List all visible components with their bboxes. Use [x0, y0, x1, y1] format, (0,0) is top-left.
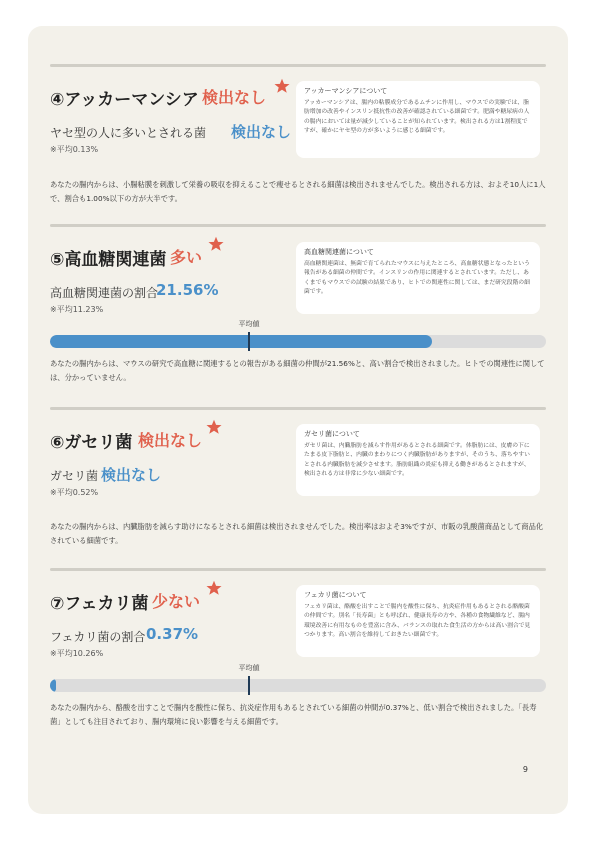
section-divider	[50, 224, 546, 227]
info-box	[296, 81, 540, 158]
section-title: ⑤高血糖関連菌	[50, 250, 167, 270]
result-description: あなたの腸内から、酪酸を出すことで腸内を酸性に保ち、抗炎症作用もあるとされている細菌の仲間が0.37%と、低い割合で検出されました。「長寿菌」としても注目されており、腸内環境に良い影響を与える細菌です。	[50, 703, 537, 726]
result-description: あなたの腸内からは、内臓脂肪を減らす助けになるとされる細菌は検出されませんでした。検出率はおよそ3%ですが、市販の乳酸菌商品として商品化されている細菌です。	[50, 522, 544, 545]
sub-label: ガセリ菌	[50, 469, 99, 483]
section-faecalibacterium	[50, 568, 546, 758]
page-card	[28, 26, 568, 814]
star-icon	[206, 580, 222, 596]
sub-value: 0.37%	[146, 625, 199, 643]
sub-value: 検出なし	[231, 123, 292, 141]
info-title: 高血糖関連菌について	[304, 248, 374, 256]
result-badge: 検出なし	[202, 88, 267, 107]
info-box	[296, 242, 540, 314]
section-akkermansia	[50, 64, 546, 229]
star-icon	[208, 236, 224, 252]
section-hyperglycemia	[50, 224, 546, 399]
info-body: フェカリ菌は、酪酸を出すことで腸内を酸性に保ち、抗炎症作用もあるとされる酪酸菌の仲間です。別名「長寿菌」とも呼ばれ、健康長寿の方や、各種の食物繊維など、腸内環境改善に有用なものを豊富に含み、バランスの取れた食生活の方からは高い割合で見つかります。高い割合を維持しておきたい細菌です。	[304, 603, 531, 639]
ratio-bar	[50, 679, 546, 692]
average-note: ※平均10.26%	[50, 649, 104, 658]
info-body: アッカーマンシアは、腸内の粘膜成分であるムチンに作用し、マウスでの実験では、脂肪増加の改善やインスリン抵抗性の改善が確認されている細菌です。肥満や糖尿病の人の腸内においては量が減少していることが知られています。検出される方は1割程度ですが、確かにヤセ型の方が多いように感じる細菌です。	[304, 99, 530, 135]
section-divider	[50, 568, 546, 571]
sub-label: 高血糖関連菌の割合	[50, 286, 159, 300]
average-note: ※平均0.52%	[50, 488, 99, 497]
sub-value: 検出なし	[101, 466, 162, 484]
section-title: ⑥ガセリ菌	[50, 433, 133, 453]
section-title: ⑦フェカリ菌	[50, 594, 149, 614]
info-box	[296, 585, 540, 657]
result-badge: 検出なし	[138, 431, 203, 450]
ratio-bar-fill	[50, 335, 432, 348]
info-title: アッカーマンシアについて	[304, 87, 388, 95]
sub-label: ヤセ型の人に多いとされる菌	[50, 126, 207, 140]
average-label: 平均値	[238, 664, 260, 672]
result-badge: 少ない	[152, 592, 201, 611]
star-icon	[206, 419, 222, 435]
ratio-bar	[50, 335, 546, 348]
sub-label: フェカリ菌の割合	[50, 630, 146, 644]
info-title: ガセリ菌について	[304, 430, 360, 438]
info-title: フェカリ菌について	[304, 591, 367, 599]
info-body: ガセリ菌は、内臓脂肪を減らす作用があるとされる細菌です。体脂肪には、皮膚の下にたまる皮下脂肪と、内臓のまわりにつく内臓脂肪がありますが、そのうち、落ちやすいとされる内臓脂肪を減少させます。脂肪組織の炎症も抑える働きがあるとされますが、検出される方は非常に少ない細菌です。	[304, 442, 530, 478]
average-label: 平均値	[238, 320, 260, 328]
sub-value: 21.56%	[156, 281, 219, 299]
star-icon	[274, 78, 290, 94]
average-note: ※平均0.13%	[50, 145, 99, 154]
average-marker	[248, 332, 250, 351]
average-note: ※平均11.23%	[50, 305, 104, 314]
section-title: ④アッカーマンシア	[50, 90, 199, 110]
result-description: あなたの腸内からは、小腸粘膜を刺激して栄養の吸収を抑えることで痩せるとされる細菌は検出されませんでした。検出される方は、およそ10人に1人で、割合も1.00%以下の方が大半です。	[50, 180, 546, 203]
ratio-bar-fill	[50, 679, 56, 692]
info-body: 高血糖関連菌は、無菌で育てられたマウスに与えたところ、高血糖状態となったという報告がある細菌の仲間です。インスリンの作用に関連するとされています。ただし、あくまでもマウスでの試験の結果であり、ヒトでの関連性に関しては、まだ研究段階の細菌です。	[304, 260, 530, 296]
info-box	[296, 424, 540, 496]
page-number: 9	[522, 765, 528, 774]
result-description: あなたの腸内からは、マウスの研究で高血糖に関連するとの報告がある細菌の仲間が21.56%と、高い割合で検出されました。ヒトでの関連性に関しては、分かっていません。	[50, 359, 545, 382]
section-gasseri	[50, 407, 546, 567]
average-marker	[248, 676, 250, 695]
section-divider	[50, 64, 546, 67]
section-divider	[50, 407, 546, 410]
result-badge: 多い	[170, 248, 203, 267]
